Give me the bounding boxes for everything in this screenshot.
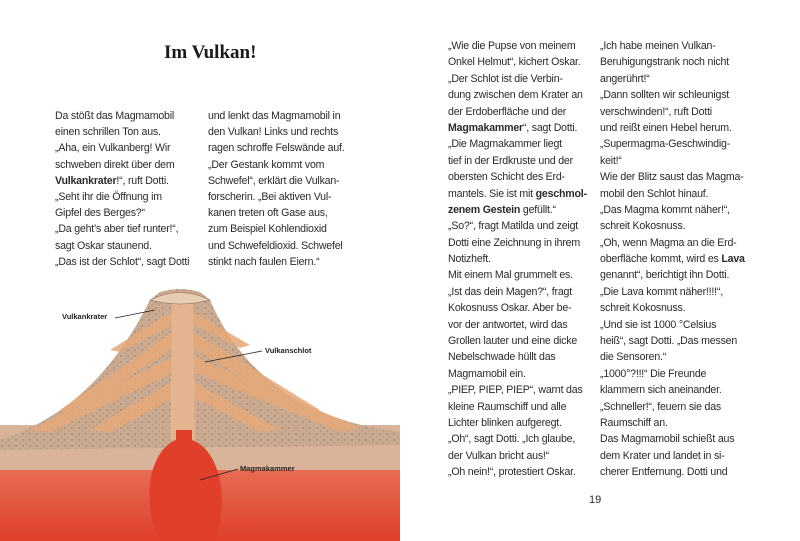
bold-term: geschmol- [535,187,587,200]
text-segment: Magmamobil ein. [448,367,526,380]
text-segment: klammern sich aneinander. [600,384,722,397]
text-line [448,87,594,103]
text-line [600,104,780,120]
text-segment: gefüllt.“ [520,203,556,216]
text-line [448,464,594,480]
text-segment: kleine Raumschiff und alle [448,400,567,413]
text-segment: „Schneller!“, feuern sie das [600,400,721,413]
text-line [448,251,594,267]
text-line [600,71,780,87]
text-line [600,317,780,333]
text-column-1 [55,108,201,270]
text-line [600,464,780,480]
vent [170,295,195,440]
text-line [55,140,201,156]
text-segment: Da stößt das Magmamobil [55,110,175,122]
text-line [600,87,780,103]
text-line [600,431,780,447]
text-line [600,38,780,54]
text-segment: den Vulkan! Links und rechts [208,126,339,139]
text-line [448,153,594,169]
text-line [600,218,780,234]
text-line [55,173,201,189]
text-line [448,399,594,415]
text-segment: „Der Gestank kommt vom [208,158,325,171]
text-segment: „Der Schlot ist die Verbin- [448,72,563,85]
text-line [208,173,354,189]
text-segment: tief in der Erdkruste und der [448,154,573,167]
text-segment: „Oh, wenn Magma an die Erd- [600,236,737,249]
text-segment: schreit Kokosnuss. [600,220,686,233]
chapter-title: Im Vulkan! [164,42,257,63]
text-line [208,254,354,270]
text-segment: mantels. Sie ist mit [448,187,536,200]
text-segment: „Ich habe meinen Vulkan- [600,40,716,52]
text-line [448,169,594,185]
text-line [600,382,780,398]
text-segment: heiß“, sagt Dotti. „Das messen [600,335,738,348]
text-line [55,189,201,205]
text-line [600,267,780,283]
text-segment: „Das ist der Schlot“, sagt Dotti [55,255,190,268]
text-line [600,202,780,218]
text-line [208,157,354,173]
text-line [208,205,354,221]
text-line [448,136,594,152]
text-segment: „Und sie ist 1000 °Celsius [600,318,717,331]
text-segment: angerührt!“ [600,72,650,85]
text-line [448,415,594,431]
bold-term: zenem Gestein [448,203,521,216]
text-segment: kanen treten oft Gase aus, [208,207,328,220]
label-crater: Vulkankrater [62,312,108,321]
text-segment: Das Magmamobil schießt aus [600,433,735,446]
text-segment: obersten Schicht des Erd- [448,171,565,184]
text-segment: der Vulkan bricht aus!“ [448,449,549,462]
text-column-2 [208,108,354,270]
text-line [448,54,594,70]
text-segment: Schwefel“, erklärt die Vulkan- [208,174,340,187]
text-line [55,124,201,140]
text-line [448,120,594,136]
text-segment: dung zwischen dem Krater an [448,89,583,102]
text-segment: schweben direkt über dem [55,158,175,171]
text-line [55,221,201,237]
text-line [208,140,354,156]
text-segment: „Ist das dein Magen?“, fragt [448,285,572,298]
text-segment: „Dann sollten wir schleunigst [600,89,730,102]
text-line [208,221,354,237]
text-segment: !“, ruft Dotti. [116,174,169,187]
text-segment: schreit Kokosnuss. [600,302,686,315]
text-segment: Kokosnuss Oskar. Aber be- [448,302,572,315]
text-line [600,169,780,185]
text-segment: „Die Magmakammer liegt [448,138,562,151]
text-line [600,54,780,70]
text-segment: mobil den Schlot hinauf. [600,187,709,200]
text-line [600,415,780,431]
text-line [55,254,201,270]
text-segment: Onkel Helmut“, kichert Oskar. [448,56,581,69]
text-line [55,205,201,221]
text-line [208,189,354,205]
text-segment: und Schwefeldioxid. Schwefel [208,239,343,252]
text-segment: „Oh“, sagt Dotti. „Ich glaube, [448,433,576,446]
text-segment: Mit einem Mal grummelt es. [448,269,573,282]
text-segment: oberfläche kommt, wird es [600,253,722,266]
text-line [600,284,780,300]
bold-term: Magmakammer [448,121,523,134]
text-line [600,235,780,251]
text-segment: Lichter blinken aufgeregt. [448,416,562,429]
text-line [208,108,354,124]
text-segment: Notizheft. [448,253,491,266]
text-segment: „1000°?!!!“ Die Freunde [600,367,707,380]
text-line [448,333,594,349]
text-line [600,120,780,136]
text-segment: Wie der Blitz saust das Magma- [600,171,744,184]
text-segment: Dotti eine Zeichnung in ihrem [448,236,580,249]
text-segment: sagt Oskar staunend. [55,239,152,252]
text-segment: „Supermagma-Geschwindig- [600,138,731,151]
text-segment: und reißt einen Hebel herum. [600,121,732,134]
text-line [448,431,594,447]
text-line [448,186,594,202]
text-segment: „So?“, fragt Matilda und zeigt [448,220,579,233]
text-segment: cherer Entfernung. Dotti und [600,466,728,479]
text-segment: die Sensoren.“ [600,351,667,364]
page-number: 19 [589,494,602,506]
text-line [600,153,780,169]
text-line [600,333,780,349]
text-segment: Raumschiff an. [600,416,668,429]
text-segment: „Oh nein!“, protestiert Oskar. [448,466,576,479]
text-line [448,284,594,300]
text-line [448,38,594,54]
text-segment: vor der antwortet, wird das [448,318,568,331]
text-line [600,448,780,464]
text-segment: der Erdoberfläche und der [448,105,567,118]
text-segment: stinkt nach faulen Eiern.“ [208,255,320,268]
text-segment: „Wie die Pupse von meinem [448,40,576,52]
bold-term: Lava [721,253,745,266]
text-segment: dem Krater und landet in si- [600,449,725,462]
text-segment: Nebelschwade hüllt das [448,351,556,364]
text-line [55,157,201,173]
text-line [448,267,594,283]
text-segment: einen schrillen Ton aus. [55,126,161,139]
text-segment: „Seht ihr die Öffnung im [55,190,162,203]
text-line [600,399,780,415]
text-segment: „Aha, ein Vulkanberg! Wir [55,142,171,155]
text-line [600,251,780,267]
text-segment: keit!“ [600,154,622,167]
text-line [600,366,780,382]
text-line [208,124,354,140]
text-segment: verschwinden!“, ruft Dotti [600,105,712,118]
text-line [448,235,594,251]
text-line [448,300,594,316]
text-line [600,300,780,316]
label-chamber: Magmakammer [240,464,295,473]
text-segment: forscherin. „Bei aktiven Vul- [208,190,332,203]
text-segment: „Die Lava kommt näher!!!!“, [600,285,723,298]
text-column-4 [600,38,780,481]
text-segment: zum Beispiel Kohlendioxid [208,223,327,236]
text-segment: genannt“, berichtigt ihn Dotti. [600,269,730,282]
text-line [55,238,201,254]
text-line [600,186,780,202]
text-segment: ragen schroffe Felswände auf. [208,142,345,155]
text-line [448,202,594,218]
text-line [208,238,354,254]
label-vent: Vulkanschlot [265,346,312,355]
text-line [448,448,594,464]
text-line [448,104,594,120]
text-segment: Beruhigungstrank noch nicht [600,56,729,69]
text-line [448,382,594,398]
text-segment: „PIEP, PIEP, PIEP“, warnt das [448,384,583,397]
text-line [448,71,594,87]
text-line [448,366,594,382]
text-column-3 [448,38,594,481]
text-line [600,349,780,365]
bold-term: Vulkankrater [55,174,117,187]
text-segment: „Das Magma kommt näher!“, [600,203,730,216]
text-line [448,349,594,365]
text-segment: Gipfel des Berges?“ [55,207,145,220]
text-line [55,108,201,124]
text-segment: “, sagt Dotti. [522,121,578,134]
text-line [600,136,780,152]
text-line [448,218,594,234]
text-segment: „Da geht’s aber tief runter!“, [55,223,179,236]
text-segment: Grollen lauter und eine dicke [448,335,578,348]
text-line [448,317,594,333]
text-segment: und lenkt das Magmamobil in [208,110,341,122]
